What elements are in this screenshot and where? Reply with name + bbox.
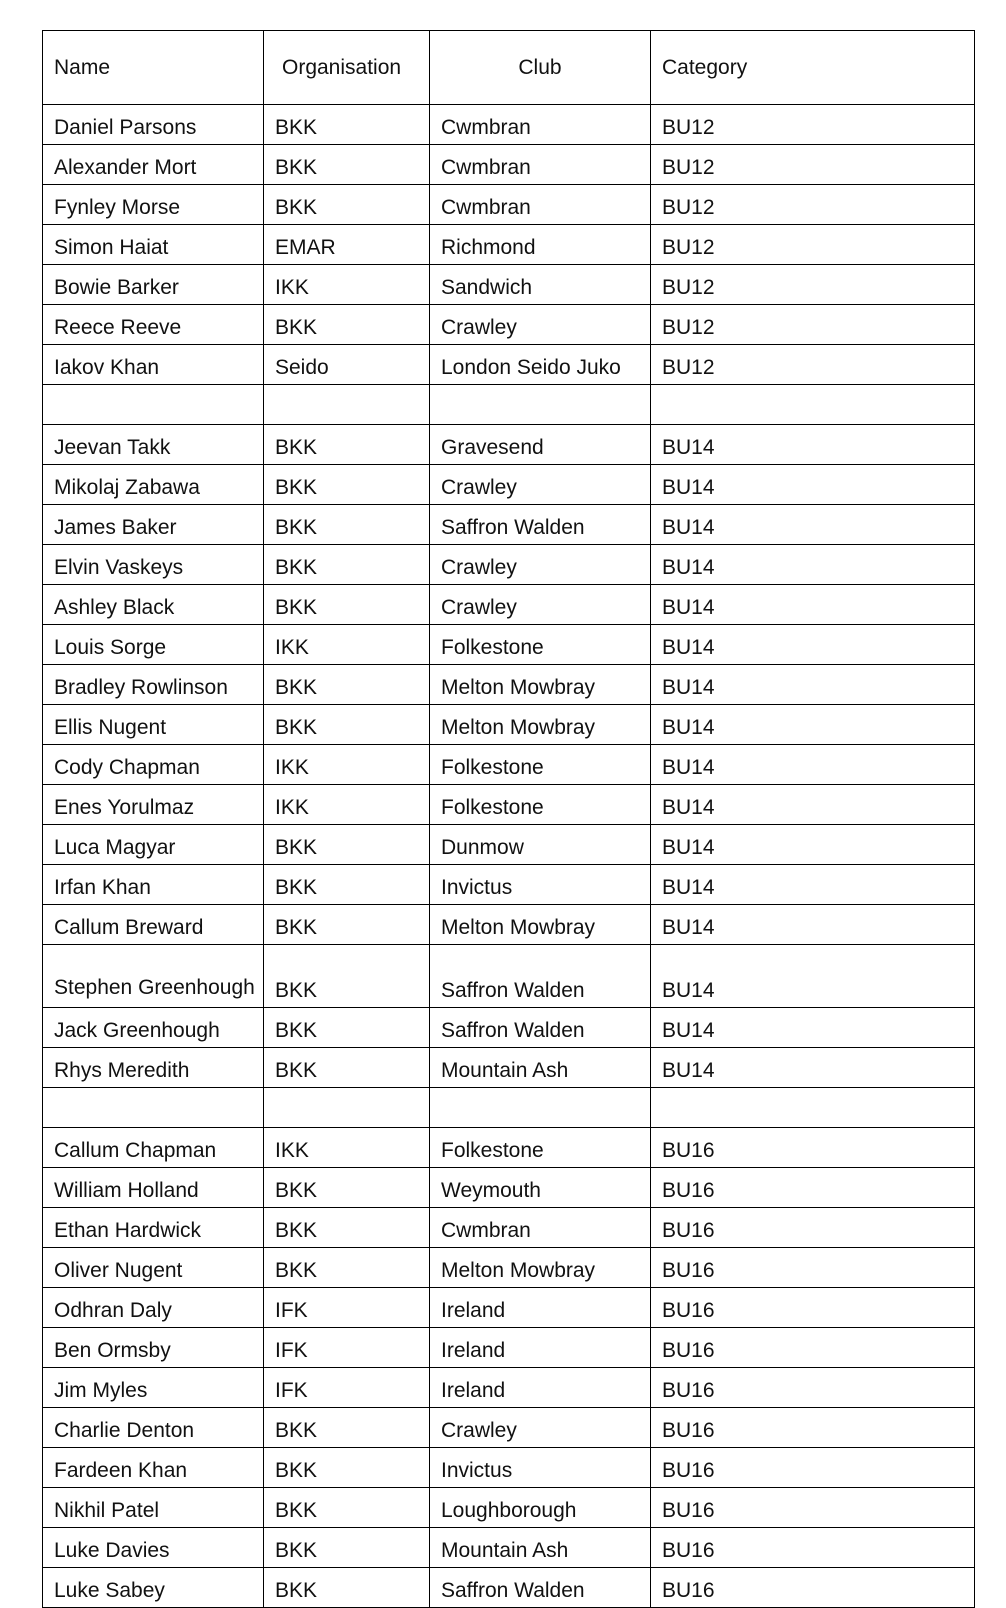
table-row [43,185,975,225]
cell-name: Stephen Greenhough [43,945,264,1008]
cell-club: Dunmow [430,825,651,865]
cell-club: Crawley [430,545,651,585]
cell-category: BU12 [651,225,975,265]
cell-category: BU14 [651,465,975,505]
cell-club: Mountain Ash [430,1048,651,1088]
cell-category: BU14 [651,705,975,745]
table-body [43,105,975,1608]
cell-name: Luke Davies [43,1528,264,1568]
table-row [43,465,975,505]
cell-organisation: BKK [264,1168,430,1208]
cell-category: BU14 [651,665,975,705]
cell-club: Melton Mowbray [430,905,651,945]
table-row [43,1248,975,1288]
cell-category: BU14 [651,945,975,1008]
cell-name: Jack Greenhough [43,1008,264,1048]
cell-club: Melton Mowbray [430,705,651,745]
table-row [43,505,975,545]
cell-club: Invictus [430,1448,651,1488]
cell-category: BU16 [651,1248,975,1288]
cell-organisation: BKK [264,305,430,345]
cell-club: Folkestone [430,1128,651,1168]
cell-name: Daniel Parsons [43,105,264,145]
table-header [43,31,975,105]
table-row [43,1328,975,1368]
cell-organisation: BKK [264,1568,430,1608]
cell-category: BU14 [651,865,975,905]
cell-name: Jim Myles [43,1368,264,1408]
cell-club [430,1088,651,1128]
cell-organisation: BKK [264,145,430,185]
cell-club: Ireland [430,1288,651,1328]
cell-name: Luke Sabey [43,1568,264,1608]
cell-club: Mountain Ash [430,1528,651,1568]
cell-club: Saffron Walden [430,505,651,545]
cell-category: BU12 [651,145,975,185]
table-row [43,425,975,465]
cell-organisation: BKK [264,185,430,225]
cell-club [430,385,651,425]
cell-name: James Baker [43,505,264,545]
cell-category: BU16 [651,1528,975,1568]
cell-category: BU14 [651,825,975,865]
cell-club: Crawley [430,465,651,505]
cell-organisation: BKK [264,425,430,465]
table-row [43,785,975,825]
table-row [43,705,975,745]
table-row [43,1568,975,1608]
cell-category: BU12 [651,345,975,385]
cell-category: BU16 [651,1408,975,1448]
cell-name [43,1088,264,1128]
cell-organisation: IKK [264,1128,430,1168]
cell-category: BU14 [651,745,975,785]
cell-name: Jeevan Takk [43,425,264,465]
cell-organisation: BKK [264,465,430,505]
header-category: Category [651,31,975,105]
cell-organisation: BKK [264,545,430,585]
cell-organisation: BKK [264,585,430,625]
cell-name: Callum Breward [43,905,264,945]
cell-name: Nikhil Patel [43,1488,264,1528]
cell-club: Invictus [430,865,651,905]
cell-name: Simon Haiat [43,225,264,265]
table-row [43,1368,975,1408]
cell-club: Saffron Walden [430,1568,651,1608]
cell-name: Fynley Morse [43,185,264,225]
cell-category: BU16 [651,1168,975,1208]
cell-organisation: EMAR [264,225,430,265]
table-row [43,305,975,345]
cell-name: Fardeen Khan [43,1448,264,1488]
table-row [43,1208,975,1248]
cell-category: BU14 [651,545,975,585]
cell-category [651,1088,975,1128]
cell-club: Folkestone [430,785,651,825]
cell-organisation: IFK [264,1368,430,1408]
cell-club: Folkestone [430,625,651,665]
cell-club: Folkestone [430,745,651,785]
cell-organisation [264,1088,430,1128]
cell-name: Cody Chapman [43,745,264,785]
cell-organisation: BKK [264,825,430,865]
spacer-row [43,385,975,425]
cell-category: BU16 [651,1208,975,1248]
cell-category: BU14 [651,1048,975,1088]
table-row [43,225,975,265]
cell-organisation: BKK [264,1208,430,1248]
cell-category [651,385,975,425]
cell-club: Crawley [430,585,651,625]
table-row [43,105,975,145]
cell-club: Ireland [430,1368,651,1408]
cell-name: Rhys Meredith [43,1048,264,1088]
cell-club: Melton Mowbray [430,665,651,705]
cell-club: Ireland [430,1328,651,1368]
table-row [43,865,975,905]
header-row [43,31,975,105]
cell-category: BU14 [651,905,975,945]
cell-organisation: BKK [264,1048,430,1088]
table-row [43,625,975,665]
cell-name: Mikolaj Zabawa [43,465,264,505]
cell-category: BU14 [651,785,975,825]
header-name: Name [43,31,264,105]
table-row [43,825,975,865]
table-row [43,1448,975,1488]
cell-organisation: BKK [264,1248,430,1288]
spacer-row [43,1088,975,1128]
cell-club: Cwmbran [430,1208,651,1248]
cell-category: BU16 [651,1328,975,1368]
header-organisation: Organisation [264,31,430,105]
cell-name: William Holland [43,1168,264,1208]
table-row [43,1048,975,1088]
cell-organisation [264,385,430,425]
cell-club: Cwmbran [430,145,651,185]
cell-name: Bowie Barker [43,265,264,305]
cell-category: BU16 [651,1448,975,1488]
cell-organisation: BKK [264,865,430,905]
cell-name: Enes Yorulmaz [43,785,264,825]
cell-name: Elvin Vaskeys [43,545,264,585]
cell-category: BU14 [651,425,975,465]
cell-name [43,385,264,425]
table-row [43,945,975,1008]
cell-organisation: IFK [264,1288,430,1328]
cell-organisation: IKK [264,745,430,785]
cell-club: Melton Mowbray [430,1248,651,1288]
table-row [43,1128,975,1168]
table-row [43,585,975,625]
table-row [43,145,975,185]
table-row [43,1408,975,1448]
cell-category: BU16 [651,1568,975,1608]
cell-category: BU16 [651,1128,975,1168]
table-row [43,1288,975,1328]
header-club: Club [430,31,651,105]
cell-category: BU12 [651,185,975,225]
cell-name: Ellis Nugent [43,705,264,745]
cell-club: Cwmbran [430,185,651,225]
cell-name: Luca Magyar [43,825,264,865]
cell-category: BU14 [651,625,975,665]
cell-category: BU16 [651,1368,975,1408]
cell-organisation: BKK [264,105,430,145]
cell-club: Loughborough [430,1488,651,1528]
cell-category: BU12 [651,105,975,145]
cell-category: BU12 [651,265,975,305]
cell-category: BU16 [651,1488,975,1528]
table-row [43,665,975,705]
cell-name: Louis Sorge [43,625,264,665]
cell-organisation: BKK [264,945,430,1008]
cell-organisation: BKK [264,665,430,705]
cell-club: Crawley [430,305,651,345]
cell-category: BU14 [651,585,975,625]
cell-organisation: BKK [264,1408,430,1448]
cell-club: Saffron Walden [430,945,651,1008]
cell-club: Sandwich [430,265,651,305]
cell-name: Irfan Khan [43,865,264,905]
cell-name: Iakov Khan [43,345,264,385]
cell-organisation: BKK [264,1448,430,1488]
cell-organisation: IFK [264,1328,430,1368]
cell-name: Ben Ormsby [43,1328,264,1368]
cell-organisation: BKK [264,1488,430,1528]
cell-name: Bradley Rowlinson [43,665,264,705]
table-row [43,345,975,385]
cell-name: Ashley Black [43,585,264,625]
table-row [43,1168,975,1208]
cell-organisation: BKK [264,505,430,545]
cell-category: BU12 [651,305,975,345]
cell-club: London Seido Juko [430,345,651,385]
cell-organisation: BKK [264,705,430,745]
cell-organisation: BKK [264,1528,430,1568]
cell-organisation: IKK [264,785,430,825]
table-row [43,905,975,945]
table-row [43,265,975,305]
cell-name: Odhran Daly [43,1288,264,1328]
cell-category: BU14 [651,505,975,545]
cell-name: Oliver Nugent [43,1248,264,1288]
cell-category: BU14 [651,1008,975,1048]
cell-organisation: Seido [264,345,430,385]
cell-name: Alexander Mort [43,145,264,185]
cell-club: Crawley [430,1408,651,1448]
table-row [43,1488,975,1528]
cell-club: Weymouth [430,1168,651,1208]
cell-name: Callum Chapman [43,1128,264,1168]
cell-organisation: IKK [264,265,430,305]
cell-club: Richmond [430,225,651,265]
cell-club: Gravesend [430,425,651,465]
table-row [43,745,975,785]
cell-name: Charlie Denton [43,1408,264,1448]
cell-club: Cwmbran [430,105,651,145]
cell-organisation: IKK [264,625,430,665]
cell-organisation: BKK [264,905,430,945]
cell-organisation: BKK [264,1008,430,1048]
cell-name: Reece Reeve [43,305,264,345]
table-row [43,1008,975,1048]
table-row [43,1528,975,1568]
table-row [43,545,975,585]
roster-table [42,30,975,1608]
cell-category: BU16 [651,1288,975,1328]
cell-name: Ethan Hardwick [43,1208,264,1248]
cell-club: Saffron Walden [430,1008,651,1048]
